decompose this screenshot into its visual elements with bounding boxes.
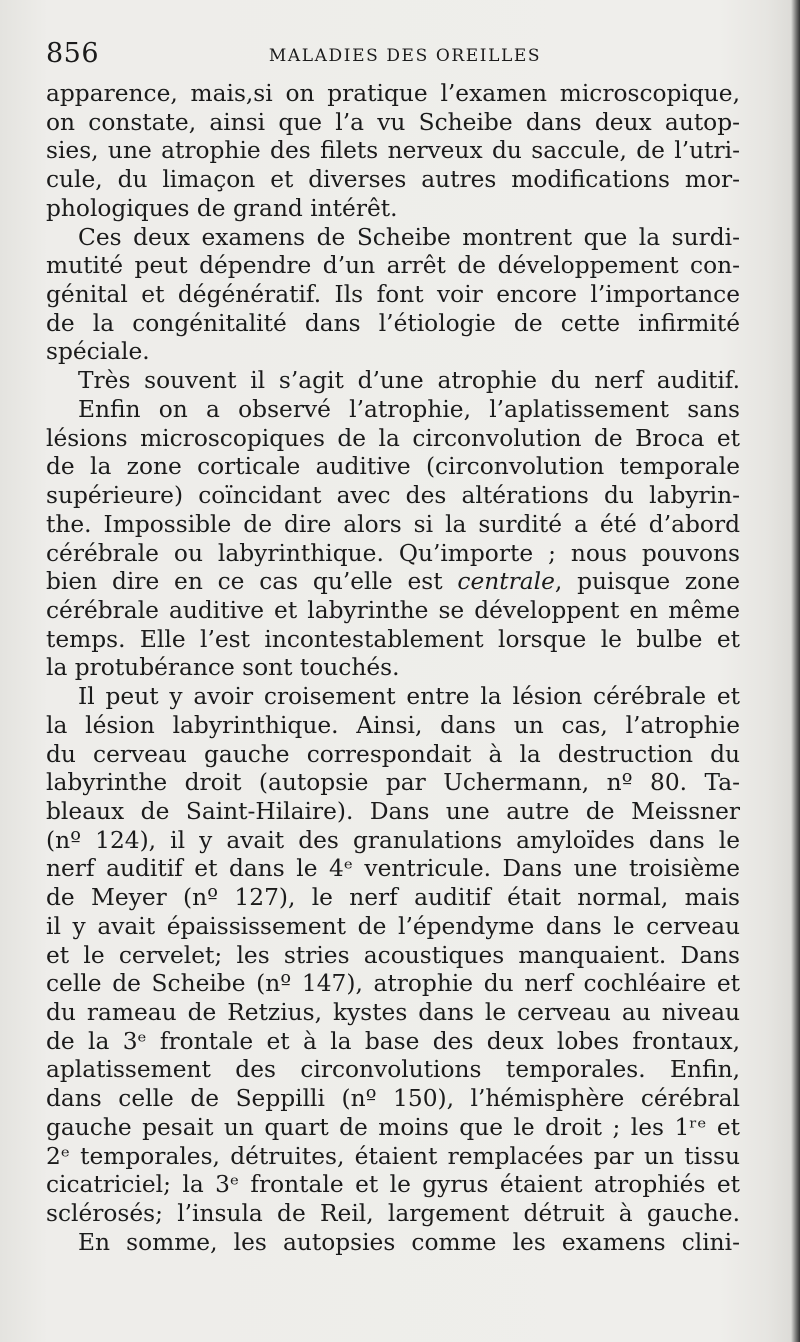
running-head: MALADIES DES OREILLES — [268, 46, 542, 66]
text-line: supérieure) coïncidant avec des altérations du labyrin- — [46, 482, 740, 510]
text-line: celle de Scheibe (nº 147), atrophie du nerf cochléaire et — [46, 970, 740, 998]
text-line: En somme, les autopsies comme les examens clini- — [78, 1228, 740, 1256]
text-line: nerf auditif et dans le 4ᵉ ventricule. Dans une troisième — [46, 855, 740, 883]
text-line: la protubérance sont touchés. — [46, 654, 400, 682]
text-line: cérébrale auditive et labyrinthe se développent en même — [46, 596, 740, 624]
text-line: sies, une atrophie des filets nerveux du saccule, de l’utri- — [46, 137, 740, 165]
page-header — [46, 38, 742, 72]
text-line: Ces deux examens de Scheibe montrent que la surdi- — [78, 223, 740, 251]
body-text — [46, 80, 740, 1257]
text-line: the. Impossible de dire alors si la surdité a été d’abord — [46, 510, 740, 538]
text-line: bleaux de Saint-Hilaire). Dans une autre de Meissner — [46, 797, 740, 825]
text-line: génital et dégénératif. Ils font voir encore l’importance — [46, 281, 740, 309]
text-line: de Meyer (nº 127), le nerf auditif était normal, mais — [46, 884, 740, 912]
text-line: apparence, mais,si on pratique l’examen microscopique, — [46, 80, 740, 107]
text-line: de la congénitalité dans l’étiologie de cette infirmité — [46, 309, 740, 337]
page-edge-shadow — [791, 0, 800, 1342]
text-line: de la 3ᵉ frontale et à la base des deux lobes frontaux, — [46, 1027, 740, 1055]
text-line: gauche pesait un quart de moins que le droit ; les 1ʳᵉ et — [46, 1113, 740, 1141]
text-line: cérébrale ou labyrinthique. Qu’importe ; nous pouvons — [46, 539, 740, 567]
text-line: du cerveau gauche correspondait à la destruction du — [46, 740, 740, 768]
text-line: mutité peut dépendre d’un arrêt de développement con- — [46, 252, 740, 280]
text-line: Très souvent il s’agit d’une atrophie du nerf auditif. — [78, 367, 740, 395]
text-line: sclérosés; l’insula de Reil, largement détruit à gauche. — [46, 1200, 740, 1228]
text-line: on constate, ainsi que l’a vu Scheibe dans deux autop- — [46, 108, 740, 136]
text-line: Enfin on a observé l’atrophie, l’aplatissement sans — [78, 395, 740, 423]
text-line: cicatriciel; la 3ᵉ frontale et le gyrus étaient atrophiés et — [46, 1171, 740, 1199]
text-line: il y avait épaississement de l’épendyme dans le cerveau — [46, 912, 740, 940]
text-line: labyrinthe droit (autopsie par Uchermann, nº 80. Ta- — [46, 769, 740, 797]
text-line: cule, du limaçon et diverses autres modifications mor- — [46, 166, 740, 194]
text-line: la lésion labyrinthique. Ainsi, dans un cas, l’atrophie — [46, 711, 740, 739]
text-line: de la zone corticale auditive (circonvolution temporale — [46, 453, 740, 481]
page-number: 856 — [46, 38, 100, 69]
text-line: temps. Elle l’est incontestablement lorsque le bulbe et — [46, 625, 740, 653]
emphasis-centrale: centrale — [457, 568, 555, 596]
text-line: phologiques de grand intérêt. — [46, 194, 398, 222]
text-line: Il peut y avoir croisement entre la lésion cérébrale et — [78, 683, 740, 711]
text-line: bien dire en ce cas qu’elle est centrale, puisque zone — [46, 568, 741, 596]
text-line: aplatissement des circonvolutions temporales. Enfin, — [46, 1056, 740, 1084]
text-line: 2ᵉ temporales, détruites, étaient remplacées par un tissu — [46, 1142, 740, 1170]
text-line: (nº 124), il y avait des granulations amyloïdes dans le — [46, 826, 740, 854]
text-line: lésions microscopiques de la circonvolution de Broca et — [46, 424, 740, 452]
text-line: spéciale. — [46, 338, 150, 366]
text-line: et le cervelet; les stries acoustiques manquaient. Dans — [46, 941, 740, 969]
text-line: du rameau de Retzius, kystes dans le cerveau au niveau — [46, 999, 740, 1026]
text-line: dans celle de Seppilli (nº 150), l’hémisphère cérébral — [46, 1085, 740, 1113]
